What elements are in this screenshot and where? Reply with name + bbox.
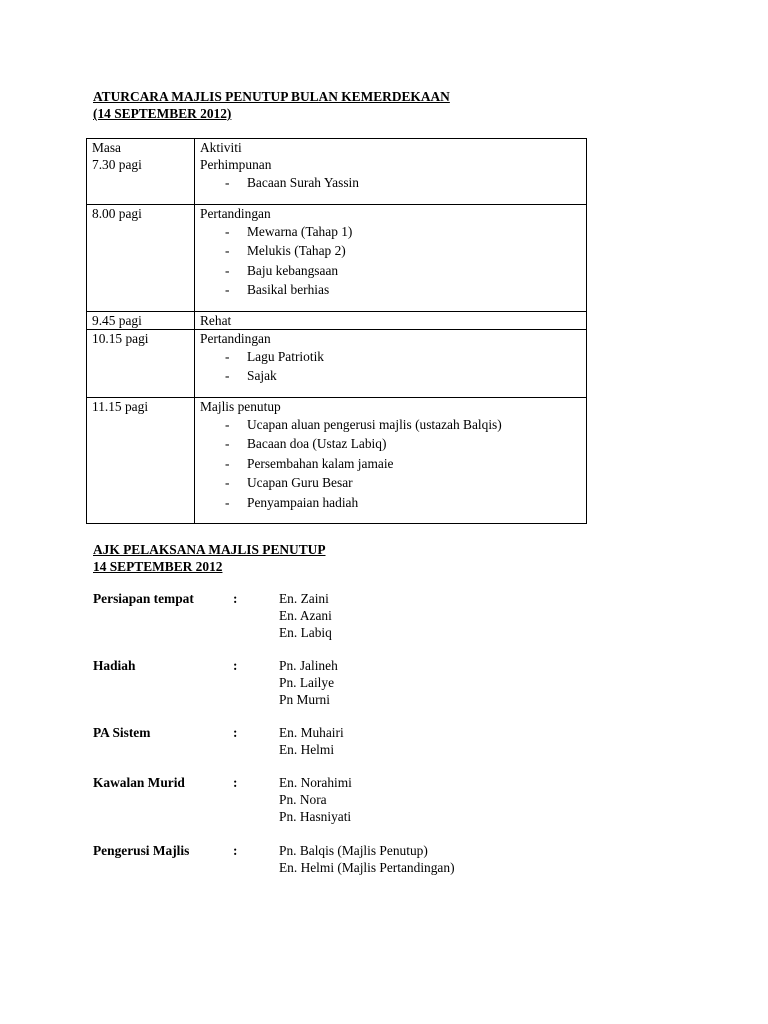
agenda-activity-cell — [195, 397, 587, 524]
dash-bullet: - — [225, 348, 230, 364]
colon-separator: : — [233, 591, 238, 606]
committee-member: Pn. Balqis (Majlis Penutup) — [279, 843, 428, 858]
agenda-activity: Rehat — [200, 312, 232, 328]
agenda-item-list — [200, 174, 580, 194]
committee-member: En. Labiq — [279, 625, 332, 640]
agenda-activity-cell — [195, 329, 587, 397]
colon-separator: : — [233, 725, 238, 740]
agenda-item-text: Baju kebangsaan — [247, 262, 339, 278]
committee-role: Pengerusi Majlis — [93, 843, 190, 858]
committee-member: En. Azani — [279, 608, 332, 623]
agenda-item — [200, 242, 580, 262]
agenda-time: 9.45 pagi — [87, 311, 195, 329]
dash-bullet: - — [225, 282, 230, 297]
agenda-item — [200, 416, 580, 436]
agenda-title-line-2: (14 SEPTEMBER 2012) — [93, 106, 232, 121]
agenda-row — [87, 204, 587, 311]
agenda-item — [200, 348, 580, 368]
agenda-item — [200, 174, 580, 194]
dash-bullet: - — [225, 416, 230, 432]
colon-separator: : — [233, 775, 238, 790]
agenda-time: 8.00 pagi — [87, 204, 195, 311]
committee-names — [279, 590, 332, 641]
column-header-masa: Masa — [87, 139, 195, 157]
committee-member: En. Helmi (Majlis Pertandingan) — [279, 860, 455, 875]
agenda-item-text: Penyampaian hadiah — [247, 494, 359, 510]
agenda-item — [200, 262, 580, 282]
dash-bullet: - — [225, 475, 230, 490]
committee-member: En. Zaini — [279, 591, 329, 606]
committee-role: Hadiah — [93, 658, 136, 673]
column-header-aktiviti: Aktiviti — [195, 139, 587, 157]
agenda-row — [87, 156, 587, 204]
committee-names — [279, 774, 352, 825]
agenda-row — [87, 397, 587, 524]
agenda-activity-cell — [195, 156, 587, 204]
agenda-activity: Perhimpunan — [200, 157, 272, 172]
agenda-item-list — [200, 348, 580, 387]
agenda-item — [200, 367, 580, 387]
agenda-item-list — [200, 223, 580, 301]
agenda-item — [200, 281, 580, 301]
agenda-item-text: Ucapan Guru Besar — [247, 475, 353, 490]
dash-bullet: - — [225, 455, 230, 471]
agenda-table — [86, 138, 587, 524]
agenda-item-text: Sajak — [247, 368, 277, 383]
committee-member: En. Muhairi — [279, 725, 344, 740]
committee-member: En. Helmi — [279, 742, 335, 757]
agenda-item-text: Bacaan doa (Ustaz Labiq) — [247, 436, 387, 451]
dash-bullet: - — [225, 262, 230, 278]
committee-member: Pn. Lailye — [279, 675, 335, 690]
committee-title-line-1: AJK PELAKSANA MAJLIS PENUTUP — [93, 542, 326, 557]
agenda-title-line-1: ATURCARA MAJLIS PENUTUP BULAN KEMERDEKAAN — [93, 89, 450, 104]
agenda-item — [200, 474, 580, 494]
committee-member: Pn Murni — [279, 692, 330, 707]
colon-separator: : — [233, 843, 238, 858]
agenda-item — [200, 455, 580, 475]
agenda-activity: Pertandingan — [200, 330, 271, 346]
agenda-item-text: Melukis (Tahap 2) — [247, 243, 346, 258]
agenda-activity-cell — [195, 204, 587, 311]
dash-bullet: - — [225, 223, 230, 239]
agenda-row — [87, 311, 587, 329]
committee-role: PA Sistem — [93, 725, 151, 740]
agenda-time: 7.30 pagi — [87, 156, 195, 204]
agenda-time: 11.15 pagi — [87, 397, 195, 524]
agenda-item-text: Basikal berhias — [247, 282, 330, 297]
dash-bullet: - — [225, 243, 230, 258]
committee-member: Pn. Jalineh — [279, 658, 338, 673]
dash-bullet: - — [225, 436, 230, 451]
colon-separator: : — [233, 658, 238, 673]
agenda-time: 10.15 pagi — [87, 329, 195, 397]
committee-names — [279, 657, 338, 708]
agenda-activity: Majlis penutup — [200, 398, 281, 414]
agenda-item-text: Lagu Patriotik — [247, 348, 324, 364]
agenda-activity: Pertandingan — [200, 205, 271, 221]
agenda-activity-cell — [195, 311, 587, 329]
committee-names — [279, 842, 455, 876]
agenda-item — [200, 494, 580, 514]
committee-names — [279, 724, 344, 758]
agenda-row — [87, 329, 587, 397]
committee-role: Kawalan Murid — [93, 775, 185, 790]
committee-title — [93, 541, 326, 575]
agenda-item-text: Bacaan Surah Yassin — [247, 175, 359, 190]
agenda-item — [200, 223, 580, 243]
agenda-title — [93, 88, 450, 122]
dash-bullet: - — [225, 175, 230, 190]
agenda-item-text: Persembahan kalam jamaie — [247, 455, 394, 471]
committee-member: En. Norahimi — [279, 775, 352, 790]
agenda-item-text: Mewarna (Tahap 1) — [247, 223, 353, 239]
committee-title-line-2: 14 SEPTEMBER 2012 — [93, 559, 223, 574]
dash-bullet: - — [225, 368, 230, 383]
agenda-item — [200, 435, 580, 455]
committee-role: Persiapan tempat — [93, 591, 194, 606]
agenda-item-list — [200, 416, 580, 514]
dash-bullet: - — [225, 494, 230, 510]
committee-member: Pn. Hasniyati — [279, 809, 352, 824]
agenda-item-text: Ucapan aluan pengerusi majlis (ustazah Balqis) — [247, 416, 502, 432]
committee-member: Pn. Nora — [279, 792, 327, 807]
agenda-header-row — [87, 139, 587, 157]
